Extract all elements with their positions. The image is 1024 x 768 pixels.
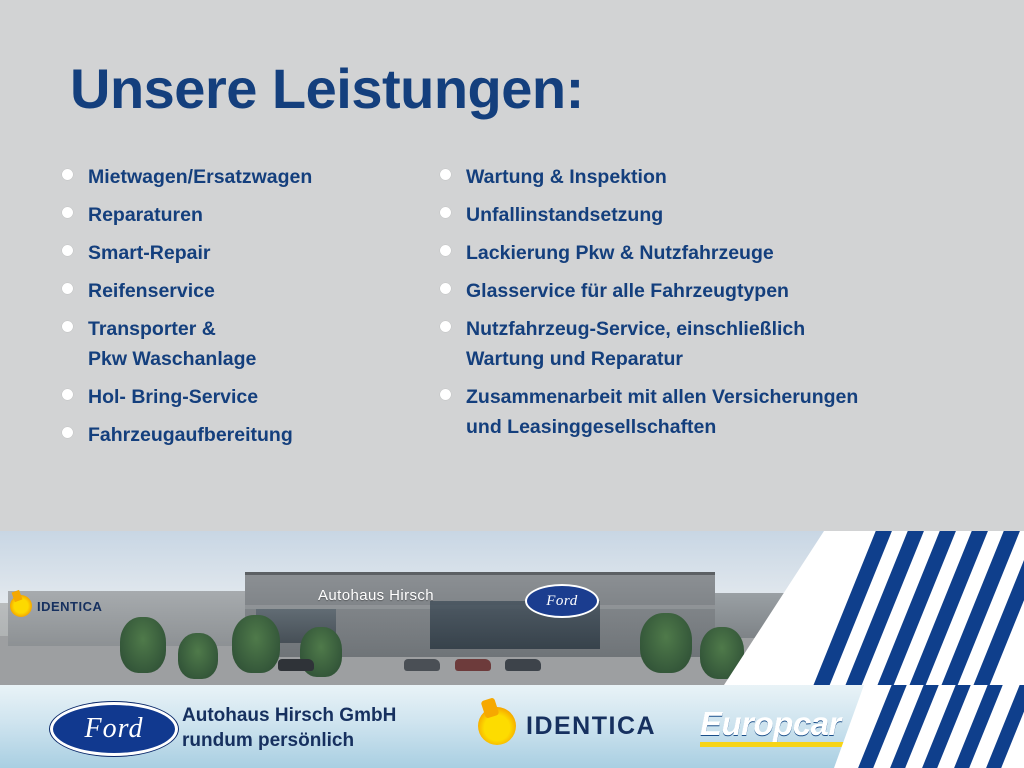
bullet-dot-icon (440, 321, 451, 332)
list-item (62, 382, 440, 412)
list-item (62, 420, 440, 450)
identica-logo-label: IDENTICA (526, 711, 657, 740)
list-item-label (88, 314, 256, 374)
list-item (440, 200, 960, 230)
sun-icon (10, 595, 32, 617)
list-item (62, 162, 440, 192)
list-item (440, 276, 960, 306)
list-item (62, 238, 440, 268)
list-item-label: Reifenservice (88, 280, 215, 302)
bullet-dot-icon (62, 427, 73, 438)
list-item-label: Fahrzeugaufbereitung (88, 424, 293, 446)
list-item (440, 238, 960, 268)
photo-identica-label: IDENTICA (37, 598, 103, 614)
bullet-dot-icon (62, 169, 73, 180)
list-item (440, 314, 960, 374)
list-item-label: Hol- Bring-Service (88, 386, 259, 408)
bullet-dot-icon (440, 207, 451, 218)
list-item-label (466, 382, 858, 442)
company-name-line1: Autohaus Hirsch GmbH (182, 705, 397, 726)
list-item-line1: Nutzfahrzeug-Service, einschließlich (466, 318, 806, 340)
bullet-dot-icon (440, 169, 451, 180)
list-item (440, 162, 960, 192)
car-icon (278, 659, 314, 671)
footer-logos (0, 685, 900, 768)
list-item (62, 200, 440, 230)
list-item (62, 276, 440, 306)
list-item-line2: Pkw Waschanlage (88, 348, 257, 370)
photo-building-sign: Autohaus Hirsch (318, 587, 435, 604)
photo-identica-sign (10, 595, 102, 617)
company-name-line2: rundum persönlich (182, 730, 355, 751)
list-item-label: Reparaturen (88, 204, 203, 226)
photo-ford-label: Ford (546, 592, 578, 609)
ford-logo (50, 702, 178, 756)
list-item-label: Glasservice für alle Fahrzeugtypen (466, 280, 789, 302)
list-item-line2: Wartung und Reparatur (466, 348, 684, 370)
list-item-label: Smart-Repair (88, 242, 211, 264)
list-item-line1: Transporter & (88, 318, 216, 340)
dealership-photo (0, 531, 1024, 685)
list-item-label: Lackierung Pkw & Nutzfahrzeuge (466, 242, 774, 264)
tree-icon (640, 613, 692, 673)
bullet-dot-icon (62, 283, 73, 294)
page-title: Unsere Leistungen: (70, 57, 584, 120)
bullet-dot-icon (440, 283, 451, 294)
identica-logo (478, 707, 656, 745)
list-item-label: Wartung & Inspektion (466, 166, 667, 188)
bullet-dot-icon (62, 389, 73, 400)
ford-logo-label: Ford (84, 713, 144, 744)
list-item-line2: und Leasinggesellschaften (466, 416, 717, 438)
bullet-dot-icon (440, 245, 451, 256)
list-item-line1: Zusammenarbeit mit allen Versicherungen (466, 386, 859, 408)
bullet-dot-icon (62, 321, 73, 332)
sun-icon (478, 707, 516, 745)
car-icon (455, 659, 491, 671)
list-item-label: Mietwagen/Ersatzwagen (88, 166, 313, 188)
europcar-logo-label: Europcar (700, 705, 841, 742)
tree-icon (120, 617, 166, 673)
services-left-column (62, 162, 440, 458)
company-name (182, 703, 396, 753)
car-icon (505, 659, 541, 671)
services-columns (62, 162, 972, 458)
footer-stripes-decoration (834, 685, 1024, 768)
services-right-column (440, 162, 960, 458)
footer-logo-bar (0, 685, 1024, 768)
bullet-dot-icon (62, 207, 73, 218)
tree-icon (232, 615, 280, 673)
photo-ford-logo (525, 584, 599, 618)
bullet-dot-icon (440, 389, 451, 400)
bullet-dot-icon (62, 245, 73, 256)
tree-icon (178, 633, 218, 679)
list-item (62, 314, 440, 374)
list-item (440, 382, 960, 442)
list-item-label (466, 314, 805, 374)
car-icon (404, 659, 440, 671)
list-item-label: Unfallinstandsetzung (466, 204, 664, 226)
